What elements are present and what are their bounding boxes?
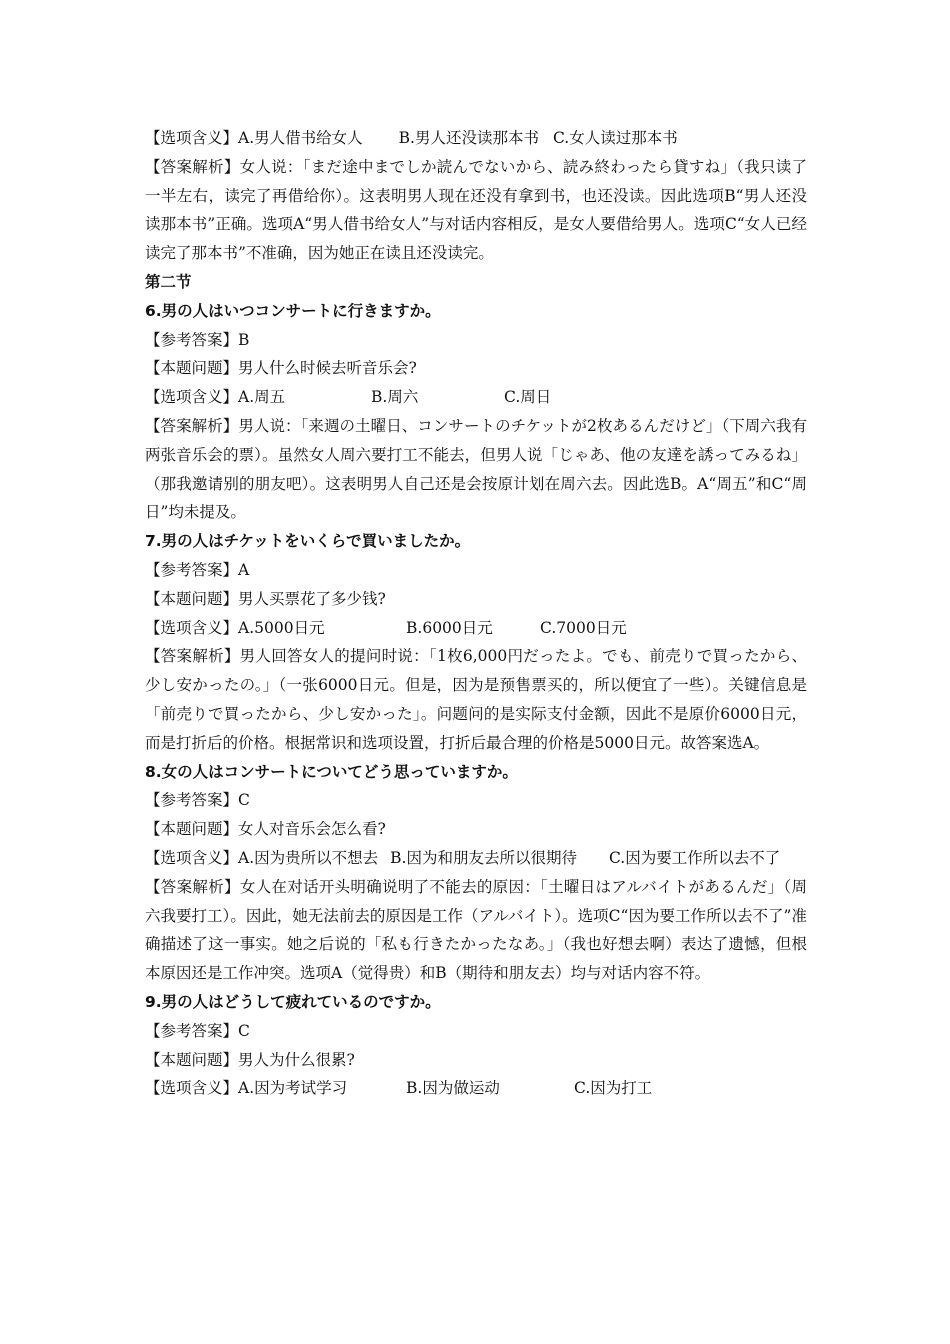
options-line-7 [145, 614, 807, 643]
analysis-text: 男人说：「来週の土曜日、コンサートのチケットが2枚あるんだけど」（下周六我有两张音乐会的票）。虽然女人周六要打工不能去，但男人说「じゃあ、他の友達を誘ってみるね」（那我邀请别的朋友吧）。这表明男人自己还是会按原计划在周六去。因此选B。A“周五”和C“周日”均未提及。 [145, 416, 808, 522]
question-label: 【本题问题】 [145, 359, 239, 378]
option-a: A.男人借书给女人 [238, 129, 363, 147]
options-label: 【选项含义】 [145, 1079, 239, 1098]
options-label: 【选项含义】 [145, 618, 239, 637]
question-text: 男人什么时候去听音乐会? [238, 359, 417, 378]
option-c: C.7000日元 [540, 618, 627, 637]
option-a: A.5000日元 [238, 618, 325, 637]
answer-label: 【参考答案】 [145, 330, 239, 349]
question-line-9 [145, 1046, 807, 1075]
option-b: B.因为和朋友去所以很期待 [390, 848, 577, 867]
question-title-6: 6.男の人はいつコンサートに行きますか。 [145, 301, 441, 320]
option-b: B.6000日元 [406, 618, 493, 637]
question-text: 女人对音乐会怎么看? [238, 820, 386, 839]
question-label: 【本题问题】 [145, 589, 239, 608]
analysis-label: 【答案解析】 [145, 157, 240, 176]
answer-line-6 [145, 326, 807, 355]
answer-label: 【参考答案】 [145, 1021, 239, 1040]
analysis-label: 【答案解析】 [145, 877, 240, 896]
analysis-7 [145, 642, 807, 757]
options-label: 【选项含义】 [145, 848, 239, 867]
question-line-6 [145, 354, 807, 383]
option-c: C.因为要工作所以去不了 [608, 848, 781, 867]
option-c: C.周日 [504, 388, 552, 407]
question-line-7 [145, 585, 807, 614]
options-line-6 [145, 383, 807, 412]
question-line-8 [145, 815, 807, 844]
analysis-text: 女人在对话开头明确说明了不能去的原因：「土曜日はアルバイトがあるんだ」（周六我要打工）。因此，她无法前去的原因是工作（アルバイト）。选项C“因为要工作所以去不了”准确描述了这一事实。她之后说的「私も行きたかったなあ。」（我也好想去啊）表达了遗憾，但根本原因还是工作冲突。选项A（觉得贵）和B（期待和朋友去）均与对话内容不符。 [145, 877, 807, 983]
question-title-9: 9.男の人はどうして疲れているのですか。 [145, 992, 441, 1011]
question-title-7: 7.男の人はチケットをいくらで買いましたか。 [145, 532, 471, 551]
options-line-q5 [145, 124, 807, 153]
option-b: B.周六 [371, 388, 419, 407]
section-title: 第二节 [145, 272, 192, 291]
analysis-text: 女人说：「まだ途中までしか読んでないから、読み終わったら貸すね」（我只读了一半左右，读完了再借给你）。这表明男人现在还没有拿到书，也还没读。因此选项B“男人还没读那本书”正确。选项A“男人借书给女人”与对话内容相反，是女人要借给男人。选项C“女人已经读完了那本书”不准确，因为她正在读且还没读完。 [145, 157, 807, 263]
question-text: 男人为什么很累? [238, 1050, 355, 1069]
question-text: 男人买票花了多少钱? [238, 589, 386, 608]
answer-value: A [238, 560, 250, 579]
answer-label: 【参考答案】 [145, 791, 239, 810]
question-title-8: 8.女の人はコンサートについてどう思っていますか。 [145, 762, 518, 781]
option-b: B.因为做运动 [406, 1079, 500, 1098]
document-page [145, 124, 807, 1103]
answer-line-9 [145, 1017, 807, 1046]
answer-label: 【参考答案】 [145, 560, 239, 579]
analysis-label: 【答案解析】 [145, 647, 240, 666]
answer-value: C [238, 791, 250, 810]
analysis-8 [145, 873, 807, 988]
option-c: C.因为打工 [574, 1079, 653, 1098]
analysis-q5 [145, 153, 807, 268]
option-a: A.因为贵所以不想去 [238, 848, 379, 867]
analysis-label: 【答案解析】 [145, 416, 239, 435]
answer-value: C [238, 1021, 250, 1040]
options-line-8 [145, 844, 807, 873]
option-a: A.周五 [238, 388, 286, 407]
answer-value: B [238, 330, 250, 349]
option-c: C.女人读过那本书 [552, 129, 678, 147]
options-line-9 [145, 1074, 807, 1103]
answer-line-8 [145, 786, 807, 815]
analysis-6 [145, 412, 807, 527]
options-label: 【选项含义】 [145, 388, 239, 407]
option-b: B.男人还没读那本书 [398, 129, 539, 147]
answer-line-7 [145, 556, 807, 585]
question-label: 【本题问题】 [145, 1050, 239, 1069]
option-a: A.因为考试学习 [238, 1079, 348, 1098]
question-label: 【本题问题】 [145, 820, 239, 839]
analysis-text: 男人回答女人的提问时说：「1枚6,000円だったよ。でも、前売りで買ったから、少し安かったの。」（一张6000日元。但是，因为是预售票买的，所以便宜了一些）。关键信息是「前売りで買ったから、少し安かった」。问题问的是实际支付金额，因此不是原价6000日元，而是打折后的价格。根据常识和选项设置，打折后最合理的价格是5000日元。故答案选A。 [145, 647, 807, 752]
options-label: 【选项含义】 [145, 129, 239, 147]
